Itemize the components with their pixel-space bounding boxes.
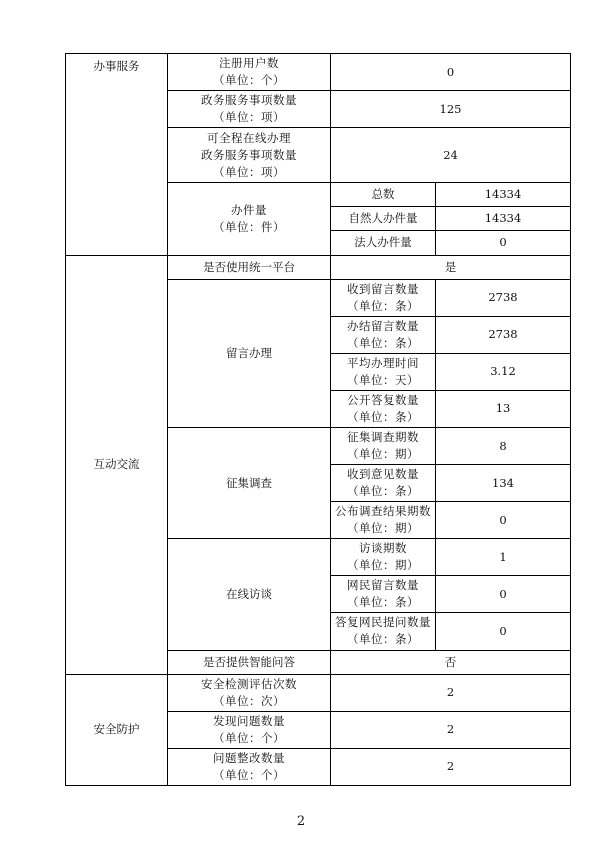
interview-netizen-msgs-value: 0 — [436, 576, 571, 613]
case-legal-person-label: 法人办件量 — [331, 231, 436, 255]
survey-results-label: 公布调查结果期数 （单位：期） — [331, 502, 436, 539]
msg-public-replies-label: 公开答复数量 （单位：条） — [331, 390, 436, 427]
msg-received-value: 2738 — [436, 279, 571, 316]
registered-users-value: 0 — [331, 54, 571, 91]
case-legal-person-value: 0 — [436, 231, 571, 255]
survey-results-value: 0 — [436, 502, 571, 539]
section-security-title: 安全防护 — [66, 674, 168, 785]
msg-received-label: 收到留言数量 （单位：条） — [331, 279, 436, 316]
survey-periods-label: 征集调查期数 （单位：期） — [331, 427, 436, 464]
page-number: 2 — [296, 814, 306, 829]
msg-public-replies-value: 13 — [436, 390, 571, 427]
case-total-value: 14334 — [436, 183, 571, 207]
messages-title: 留言办理 — [168, 279, 331, 427]
service-items-label: 政务服务事项数量 （单位：项） — [168, 91, 331, 128]
service-items-value: 125 — [331, 91, 571, 128]
interview-periods-label: 访谈期数 （单位：期） — [331, 539, 436, 576]
interview-netizen-msgs-label: 网民留言数量 （单位：条） — [331, 576, 436, 613]
section-service-title: 办事服务 — [66, 54, 168, 256]
unified-platform-value: 是 — [331, 255, 571, 279]
issues-found-value: 2 — [331, 711, 571, 748]
assessments-value: 2 — [331, 674, 571, 711]
case-volume-label: 办件量 （单位：件） — [168, 183, 331, 255]
issues-found-label: 发现问题数量 （单位：个） — [168, 711, 331, 748]
interview-answered-label: 答复网民提问数量 （单位：条） — [331, 613, 436, 650]
online-items-value: 24 — [331, 128, 571, 183]
interview-answered-value: 0 — [436, 613, 571, 650]
online-items-label: 可全程在线办理 政务服务事项数量 （单位：项） — [168, 128, 331, 183]
msg-avg-time-value: 3.12 — [436, 353, 571, 390]
survey-opinions-label: 收到意见数量 （单位：条） — [331, 465, 436, 502]
issues-fixed-label: 问题整改数量 （单位：个） — [168, 748, 331, 785]
msg-completed-value: 2738 — [436, 316, 571, 353]
unified-platform-label: 是否使用统一平台 — [168, 255, 331, 279]
survey-opinions-value: 134 — [436, 465, 571, 502]
case-total-label: 总数 — [331, 183, 436, 207]
msg-avg-time-label: 平均办理时间 （单位：天） — [331, 353, 436, 390]
interview-periods-value: 1 — [436, 539, 571, 576]
survey-periods-value: 8 — [436, 427, 571, 464]
registered-users-label: 注册用户数 （单位：个） — [168, 54, 331, 91]
assessments-label: 安全检测评估次数 （单位：次） — [168, 674, 331, 711]
case-natural-person-label: 自然人办件量 — [331, 207, 436, 231]
smart-qa-label: 是否提供智能问答 — [168, 650, 331, 674]
survey-title: 征集调查 — [168, 427, 331, 538]
case-natural-person-value: 14334 — [436, 207, 571, 231]
interview-title: 在线访谈 — [168, 539, 331, 650]
smart-qa-value: 否 — [331, 650, 571, 674]
section-interaction-title: 互动交流 — [66, 255, 168, 674]
issues-fixed-value: 2 — [331, 748, 571, 785]
msg-completed-label: 办结留言数量 （单位：条） — [331, 316, 436, 353]
statistics-table — [65, 53, 571, 786]
